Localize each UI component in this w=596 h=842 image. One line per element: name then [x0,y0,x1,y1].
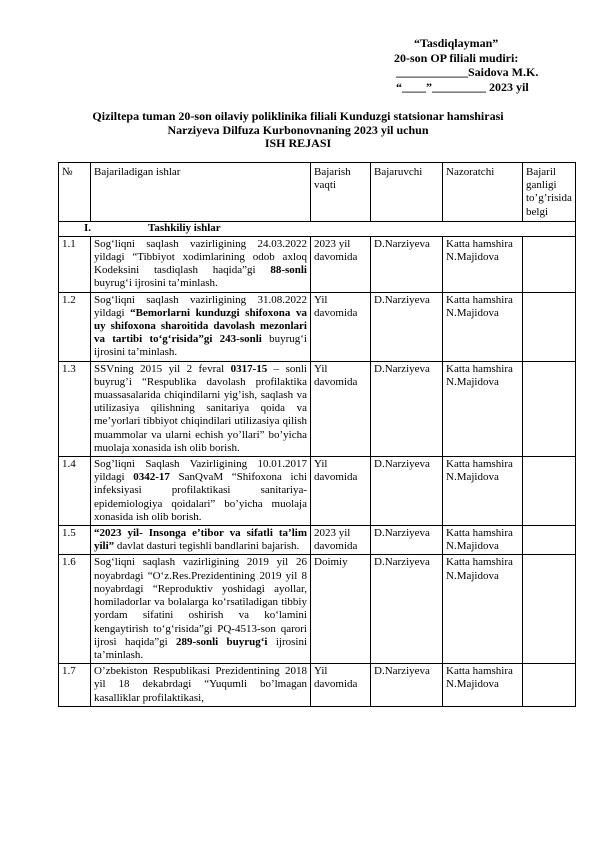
row-executor: D.Narziyeva [371,292,443,361]
task-text-segment: SSVning 2015 yil 2 fevral [94,362,231,375]
row-deadline: Yil davomida [311,664,371,707]
section-title: Tashkiliy ishlar [148,221,221,234]
row-control: Katta hamshira N.Majidova [443,526,523,555]
document-title [60,110,536,151]
table-row [59,555,576,664]
task-text-segment: buyrug‘i ijrosini ta’minlash. [94,333,307,359]
title-line-3: ISH REJASI [264,136,332,150]
row-done-mark [523,555,576,664]
section-cell [59,221,576,236]
task-text-segment: Sog‘liqni saqlash vazirligining 24.03.2022 yildagi “Tibbiyot xodimlarining odob axloq Kodeksini tasdiqlash haqida”gi [94,237,307,277]
approval-signature: ____________Saidova M.K. [396,65,539,79]
row-task [91,555,311,664]
row-executor: D.Narziyeva [371,361,443,456]
header-done: Bajaril ganligi to’g’risida belgi [523,163,576,222]
row-done-mark [523,236,576,292]
task-text-segment: 0317-15 [230,362,268,375]
task-text-segment: Sog’liqni Saqlash Vazirligining 10.01.2017 yildagi [94,458,307,484]
header-deadline: Bajarish vaqti [311,163,371,222]
approval-position: 20-son OP filiali mudiri: [394,50,519,65]
row-deadline: Yil davomida [311,361,371,456]
task-text-segment: buyrug‘i ijrosini ta’minlash. [94,277,218,290]
title-line-2: Narziyeva Dilfuza Kurbonovnaning 2023 yil uchun [167,122,429,137]
task-text-segment: 0342-17 [133,471,170,484]
row-number: 1.3 [59,361,91,456]
task-text-segment: O’zbekiston Respublikasi Prezidentining 2018 yil 18 dekabrdagi “Yuqumli bo’lmagan kasalliklar profilaktikasi, [94,665,307,704]
row-done-mark [523,292,576,361]
row-deadline: 2023 yil davomida [311,526,371,555]
task-text-segment: – sonli buyrug’i “Respublika davolash profilaktika muassasalarida chiqindilarni yig’ish, saqlash va utilizasiya qilishning sanitariya qoida va me’yorlari tibbiyot chiqindilari utilizasiya qilish muammolar va ularni echish yo’llari” bo’yicha muolaja xonasida ish olib borish. [94,362,307,454]
row-deadline: Yil davomida [311,292,371,361]
task-text-segment: “2023 yil- Insonga e’tibor va sifatli ta’lim yili” [94,527,307,553]
row-deadline: 2023 yil davomida [311,236,371,292]
table-row [59,361,576,456]
row-control: Katta hamshira N.Majidova [443,555,523,664]
header-task: Bajariladigan ishlar [91,163,311,222]
row-deadline: Doimiy [311,555,371,664]
row-task [91,236,311,292]
task-text-segment: SanQvaM “Shifoxona ichi infeksiyasi profilaktikasi sanitariya-epidemiologiya qoidalari” bo’yicha muolaja xonasida ish olib borish. [94,471,307,523]
row-number: 1.7 [59,664,91,707]
row-task [91,292,311,361]
title-line-1: Qiziltepa tuman 20-son oilaviy poliklinika filiali Kunduzgi statsionar hamshirasi [92,109,504,123]
task-text-segment: Sog‘liqni saqlash vazirligining 31.08.2022 yildagi [94,293,307,319]
header-num: № [59,163,91,222]
row-number: 1.4 [59,457,91,526]
header-executor: Bajaruvchi [371,163,443,222]
section-number: I. [84,221,92,234]
task-text-segment: ijrosini ta’minlash. [94,635,307,661]
row-deadline: Yil davomida [311,457,371,526]
row-control: Katta hamshira N.Majidova [443,457,523,526]
row-control: Katta hamshira N.Majidova [443,292,523,361]
task-text-segment: 289-sonli buyrug‘i [176,635,268,648]
task-text-segment: “Bemorlarni kunduzgi shifoxona va uy shifoxona sharoitida davolash mezonlari va tartibi to‘g‘risida”gi 243-sonli [94,306,307,346]
row-done-mark [523,526,576,555]
task-text-segment: davlat dasturi tegishli bandlarini bajarish. [114,540,300,553]
row-done-mark [523,361,576,456]
header-control: Nazoratchi [443,163,523,222]
table-row [59,292,576,361]
table-row [59,664,576,707]
row-task [91,526,311,555]
table-header-row [59,163,576,222]
row-number: 1.6 [59,555,91,664]
row-task [91,361,311,456]
approval-date: “____”_________ 2023 yil [396,79,529,94]
approval-heading: “Tasdiqlayman” [414,36,499,50]
row-done-mark [523,457,576,526]
task-text-segment: 88-sonli [270,264,307,277]
row-done-mark [523,664,576,707]
row-executor: D.Narziyeva [371,555,443,664]
row-number: 1.2 [59,292,91,361]
row-number: 1.5 [59,526,91,555]
row-executor: D.Narziyeva [371,457,443,526]
row-executor: D.Narziyeva [371,664,443,707]
table-row [59,457,576,526]
table-row [59,236,576,292]
row-control: Katta hamshira N.Majidova [443,361,523,456]
task-text-segment: Sog‘liqni saqlash vazirligining 2019 yil 26 noyabrdagi “O‘z.Res.Prezidentining 2019 yil 8 noyabrdagi “Reproduktiv yoshidagi ayollar, homiladorlar va bolalarga ko‘rsatiladigan tibbiy yordam sifatini oshirish va ko‘lamini kengaytirish to‘g‘risida”gi PQ-4513-son qarori ijrosi haqida”gi [94,556,307,648]
approval-block [390,36,580,94]
row-control: Katta hamshira N.Majidova [443,664,523,707]
row-executor: D.Narziyeva [371,526,443,555]
row-number: 1.1 [59,236,91,292]
row-task [91,664,311,707]
work-plan-table [58,162,576,707]
row-control: Katta hamshira N.Majidova [443,236,523,292]
row-executor: D.Narziyeva [371,236,443,292]
row-task [91,457,311,526]
section-row [59,221,576,236]
table-row [59,526,576,555]
